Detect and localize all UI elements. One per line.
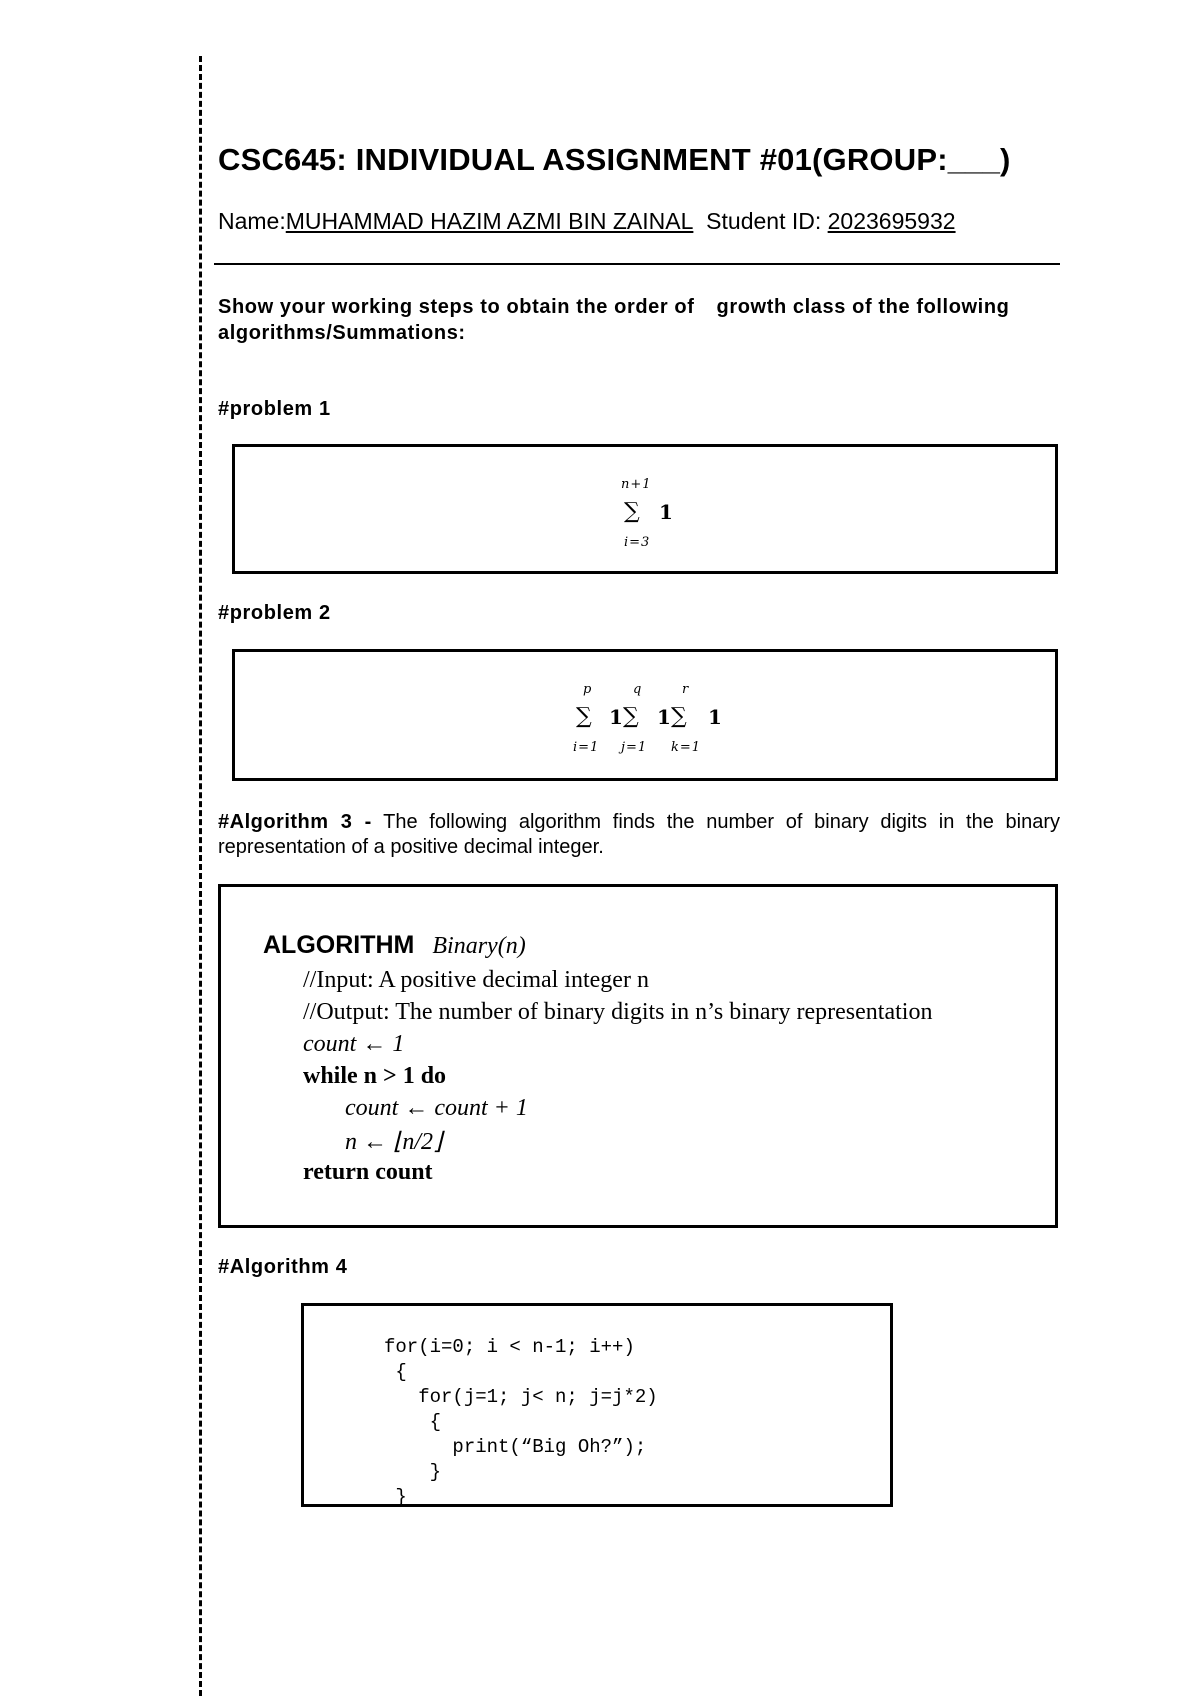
problem1-term: 1 bbox=[659, 500, 673, 524]
student-info-line bbox=[218, 208, 956, 235]
problem2-heading: #problem 2 bbox=[218, 602, 331, 624]
code-line-1: for(i=0; i < n-1; i++) bbox=[384, 1336, 635, 1358]
sum1-lower: i=1 bbox=[573, 740, 600, 755]
algorithm-line-output: //Output: The number of binary digits in n’s binary representation bbox=[303, 999, 933, 1025]
algorithm3-description-text: The following algorithm finds the number of binary digits in the binary representation of a positive decimal integer. bbox=[218, 811, 1061, 858]
page-margin-dashed-line bbox=[199, 56, 202, 1696]
algorithm3-description bbox=[218, 810, 1060, 860]
code-line-7: } bbox=[384, 1486, 407, 1508]
sum2-upper: q bbox=[633, 682, 643, 697]
sum3-term: 1 bbox=[708, 705, 722, 729]
code-line-6: } bbox=[384, 1461, 442, 1483]
problem1-lower-limit: i=3 bbox=[624, 535, 651, 550]
sum2-lower: j=1 bbox=[621, 740, 648, 755]
sigma-symbol: ∑ bbox=[671, 704, 687, 729]
student-name: MUHAMMAD HAZIM AZMI BIN ZAINAL bbox=[285, 208, 694, 234]
name-label: Name: bbox=[218, 208, 286, 234]
algorithm-line-increment: count ← count + 1 bbox=[345, 1095, 528, 1121]
algorithm4-code-box bbox=[301, 1303, 893, 1507]
algorithm4-heading: #Algorithm 4 bbox=[218, 1256, 348, 1278]
algorithm-header-line bbox=[263, 931, 526, 960]
page-title: CSC645: INDIVIDUAL ASSIGNMENT #01(GROUP:___) bbox=[218, 142, 1011, 177]
sum1-upper: p bbox=[583, 682, 593, 697]
algorithm-line-while: while n > 1 do bbox=[303, 1063, 447, 1089]
algorithm-line-input: //Input: A positive decimal integer n bbox=[303, 967, 649, 993]
student-id: 2023695932 bbox=[827, 208, 956, 234]
algorithm-line-return: return count bbox=[303, 1159, 433, 1185]
instructions bbox=[218, 294, 1060, 346]
code-line-4: { bbox=[384, 1411, 442, 1433]
instructions-part3: algorithms/Summations: bbox=[218, 322, 466, 344]
algorithm-line-halve: n ← ⌊n/2⌋ bbox=[345, 1129, 443, 1155]
algorithm-signature: Binary(n) bbox=[432, 933, 526, 959]
instructions-part1: Show your working steps to obtain the order of bbox=[218, 296, 695, 318]
code-line-2: { bbox=[384, 1361, 407, 1383]
sum1-term: 1 bbox=[609, 705, 623, 729]
sigma-symbol: ∑ bbox=[624, 499, 640, 524]
problem2-box bbox=[232, 649, 1058, 781]
sum2-term: 1 bbox=[657, 705, 671, 729]
sigma-symbol: ∑ bbox=[576, 704, 592, 729]
sum3-upper: r bbox=[682, 682, 690, 697]
sum3-lower: k=1 bbox=[671, 740, 702, 755]
sigma-symbol: ∑ bbox=[623, 704, 639, 729]
code-line-3: for(j=1; j< n; j=j*2) bbox=[384, 1386, 658, 1408]
instructions-part2: growth class of the following bbox=[716, 296, 1010, 318]
problem1-heading: #problem 1 bbox=[218, 398, 331, 420]
student-id-label: Student ID: bbox=[706, 208, 822, 234]
algorithm3-box bbox=[218, 884, 1058, 1228]
problem1-upper-limit: n+1 bbox=[621, 477, 652, 492]
header-divider bbox=[214, 263, 1060, 265]
code-line-5: print(“Big Oh?”); bbox=[384, 1436, 647, 1458]
algorithm-line-init: count ← 1 bbox=[303, 1031, 405, 1057]
problem1-box bbox=[232, 444, 1058, 574]
algorithm-keyword: ALGORITHM bbox=[263, 931, 415, 959]
algorithm3-heading: #Algorithm 3 - bbox=[218, 811, 372, 833]
